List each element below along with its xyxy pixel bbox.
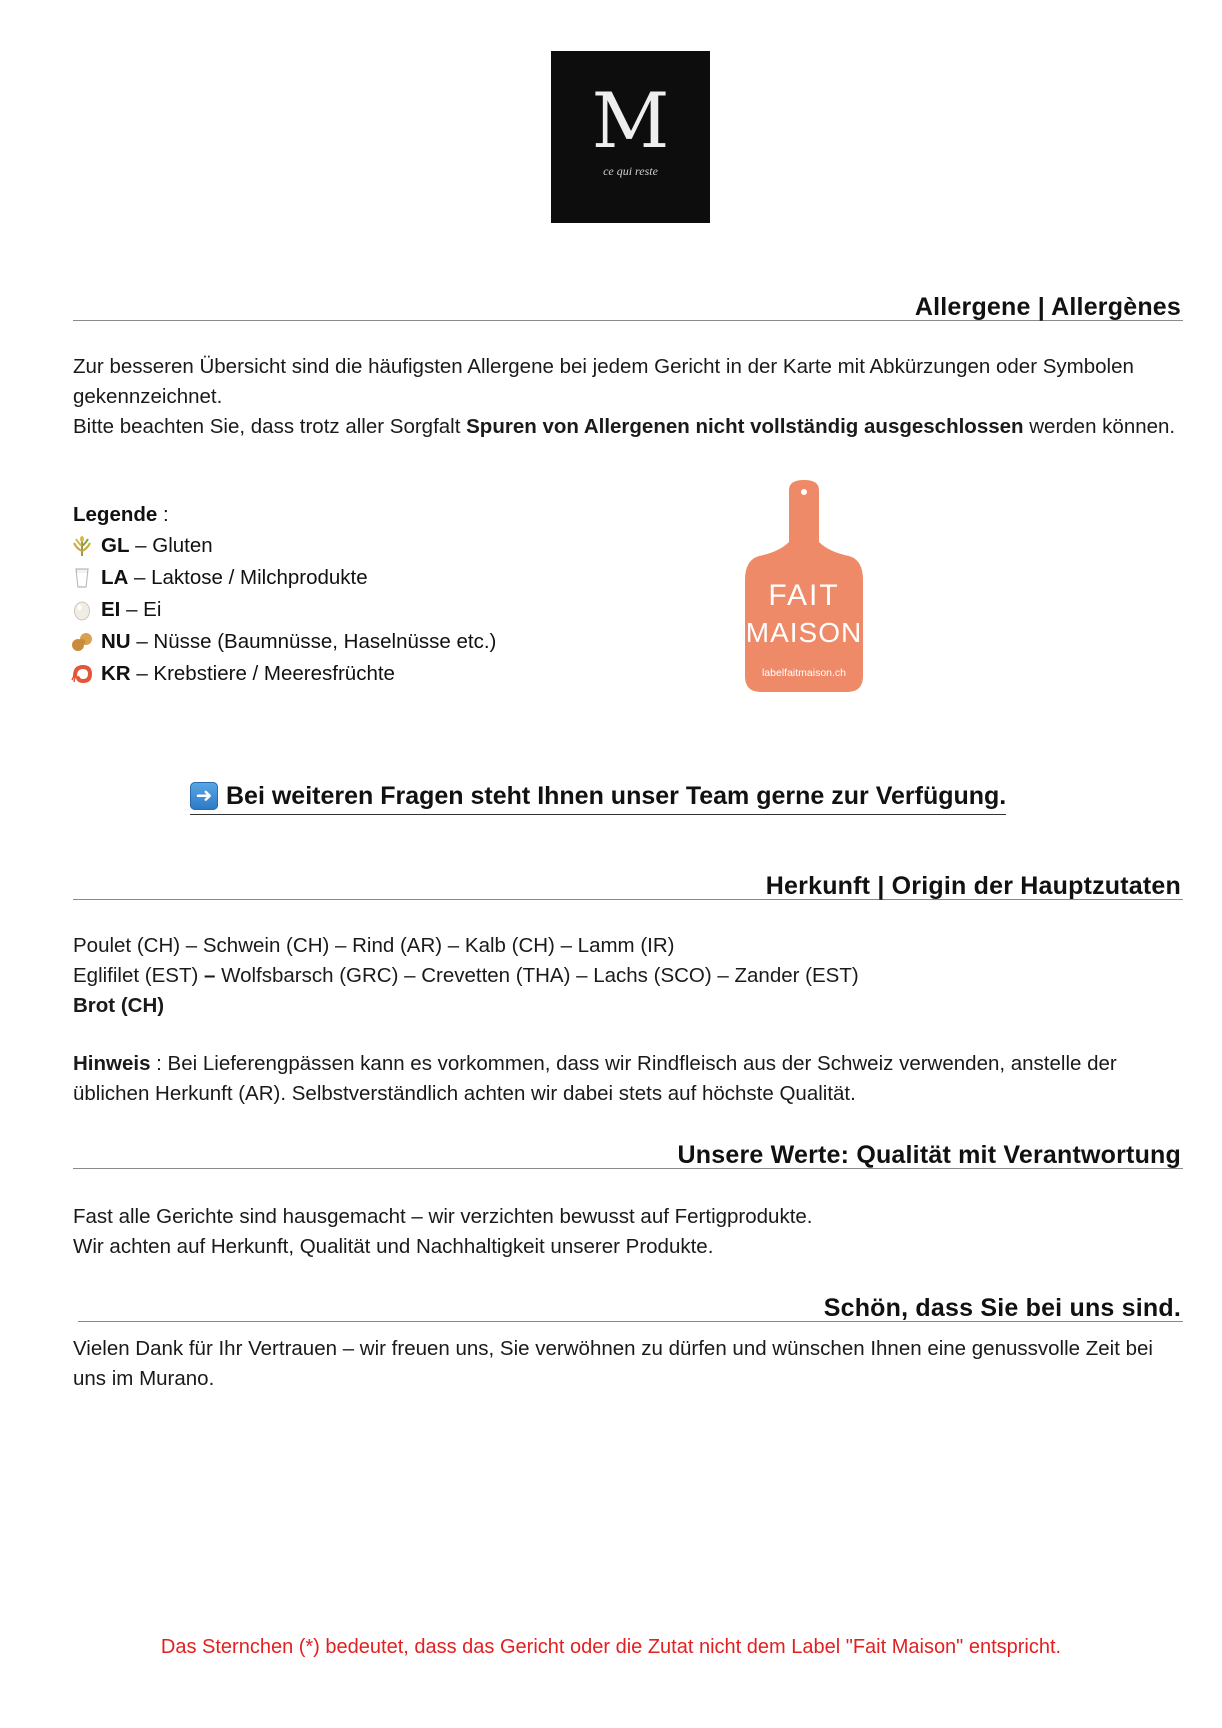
legend-colon: : xyxy=(157,503,169,526)
origin-note-paragraph xyxy=(73,1049,1183,1109)
allergens-intro-line2 xyxy=(73,412,1183,442)
logo-tagline: ce qui reste xyxy=(603,164,658,178)
origin-fish-line xyxy=(73,961,1183,991)
allergens-line2-post: werden können. xyxy=(1023,415,1176,438)
origin-note xyxy=(73,1049,1183,1109)
allergens-section-header xyxy=(73,287,1183,321)
origin-section-header xyxy=(73,866,1183,900)
origin-fish-dash: – xyxy=(204,964,216,987)
legend-item-egg xyxy=(71,594,496,626)
legend-code: KR xyxy=(101,662,131,685)
legend-text: – Ei xyxy=(126,598,162,621)
values-title: Unsere Werte: Qualität mit Verantwortung xyxy=(677,1141,1181,1169)
values-line1: Fast alle Gerichte sind hausgemacht – wir verzichten bewusst auf Fertigprodukte. xyxy=(73,1205,813,1228)
peanut-icon xyxy=(71,631,93,653)
legend-text: – Gluten xyxy=(135,534,213,557)
origin-list xyxy=(73,931,1183,1021)
contact-team-note xyxy=(190,778,1006,815)
logo-letter: M xyxy=(591,76,670,165)
restaurant-logo xyxy=(551,51,710,223)
thanks-section-header xyxy=(78,1288,1183,1322)
allergens-line2-pre: Bitte beachten Sie, dass trotz aller Sorgfalt xyxy=(73,415,467,438)
thanks-title: Schön, dass Sie bei uns sind. xyxy=(823,1294,1181,1322)
legend-text: – Nüsse (Baumnüsse, Haselnüsse etc.) xyxy=(136,630,497,653)
origin-fish-b: Wolfsbarsch (GRC) – Crevetten (THA) – Lachs (SCO) – Zander (EST) xyxy=(215,964,859,987)
legend-code: NU xyxy=(101,630,131,653)
legend-text: – Laktose / Milchprodukte xyxy=(134,566,368,589)
values-section-header xyxy=(73,1135,1183,1169)
fait-maison-url: labelfaitmaison.ch xyxy=(761,667,847,679)
origin-note-label: Hinweis xyxy=(73,1052,151,1075)
origin-title: Herkunft | Origin der Hauptzutaten xyxy=(765,872,1181,900)
legend-item-crustaceans xyxy=(71,658,496,690)
legend-text: – Krebstiere / Meeresfrüchte xyxy=(136,662,395,685)
fait-maison-label xyxy=(745,480,863,692)
legend-item-gluten xyxy=(71,530,496,562)
origin-note-text: : Bei Lieferengpässen kann es vorkommen, dass wir Rindfleisch aus der Schweiz verwenden, anstelle der üblichen Herkunft (AR). Selbstverständlich achten wir dabei stets auf höchste Qualität. xyxy=(73,1052,1117,1105)
allergens-intro-line1: Zur besseren Übersicht sind die häufigsten Allergene bei jedem Gericht in der Karte mit Abkürzungen oder Symbolen gekennzeichnet. xyxy=(73,355,1134,408)
legend-item-lactose xyxy=(71,562,496,594)
allergens-intro xyxy=(73,352,1183,442)
legend-code: EI xyxy=(101,598,121,621)
egg-icon xyxy=(71,599,93,621)
values-line2: Wir achten auf Herkunft, Qualität und Nachhaltigkeit unserer Produkte. xyxy=(73,1235,714,1258)
origin-meat-line: Poulet (CH) – Schwein (CH) – Rind (AR) – Kalb (CH) – Lamm (IR) xyxy=(73,934,675,957)
shrimp-icon xyxy=(71,663,93,685)
allergens-title: Allergene | Allergènes xyxy=(914,293,1181,321)
legend-code: GL xyxy=(101,534,130,557)
wheat-icon xyxy=(71,535,93,557)
legend-heading xyxy=(73,500,169,530)
allergens-line2-bold: Spuren von Allergenen nicht vollständig ausgeschlossen xyxy=(466,415,1024,438)
legend-label: Legende xyxy=(73,503,158,526)
contact-team-text: Bei weiteren Fragen steht Ihnen unser Team gerne zur Verfügung. xyxy=(226,782,1007,810)
allergen-legend-list xyxy=(71,530,496,690)
legend-item-nuts xyxy=(71,626,496,658)
thanks-text: Vielen Dank für Ihr Vertrauen – wir freuen uns, Sie verwöhnen zu dürfen und wünschen Ihnen eine genussvolle Zeit bei uns im Murano. xyxy=(73,1337,1153,1390)
fait-maison-footnote: Das Sternchen (*) bedeutet, dass das Gericht oder die Zutat nicht dem Label "Fait Maison" entspricht. xyxy=(160,1636,1062,1658)
values-text xyxy=(73,1202,1183,1262)
origin-bread-line xyxy=(73,991,1183,1021)
legend-code: LA xyxy=(101,566,129,589)
milk-glass-icon xyxy=(71,567,93,589)
fait-maison-word1: FAIT xyxy=(768,579,840,612)
origin-bread: Brot (CH) xyxy=(73,994,165,1017)
origin-fish-a: Eglifilet (EST) xyxy=(73,964,204,987)
right-arrow-icon: ➜ xyxy=(190,782,218,810)
fait-maison-word2: MAISON xyxy=(745,617,863,648)
